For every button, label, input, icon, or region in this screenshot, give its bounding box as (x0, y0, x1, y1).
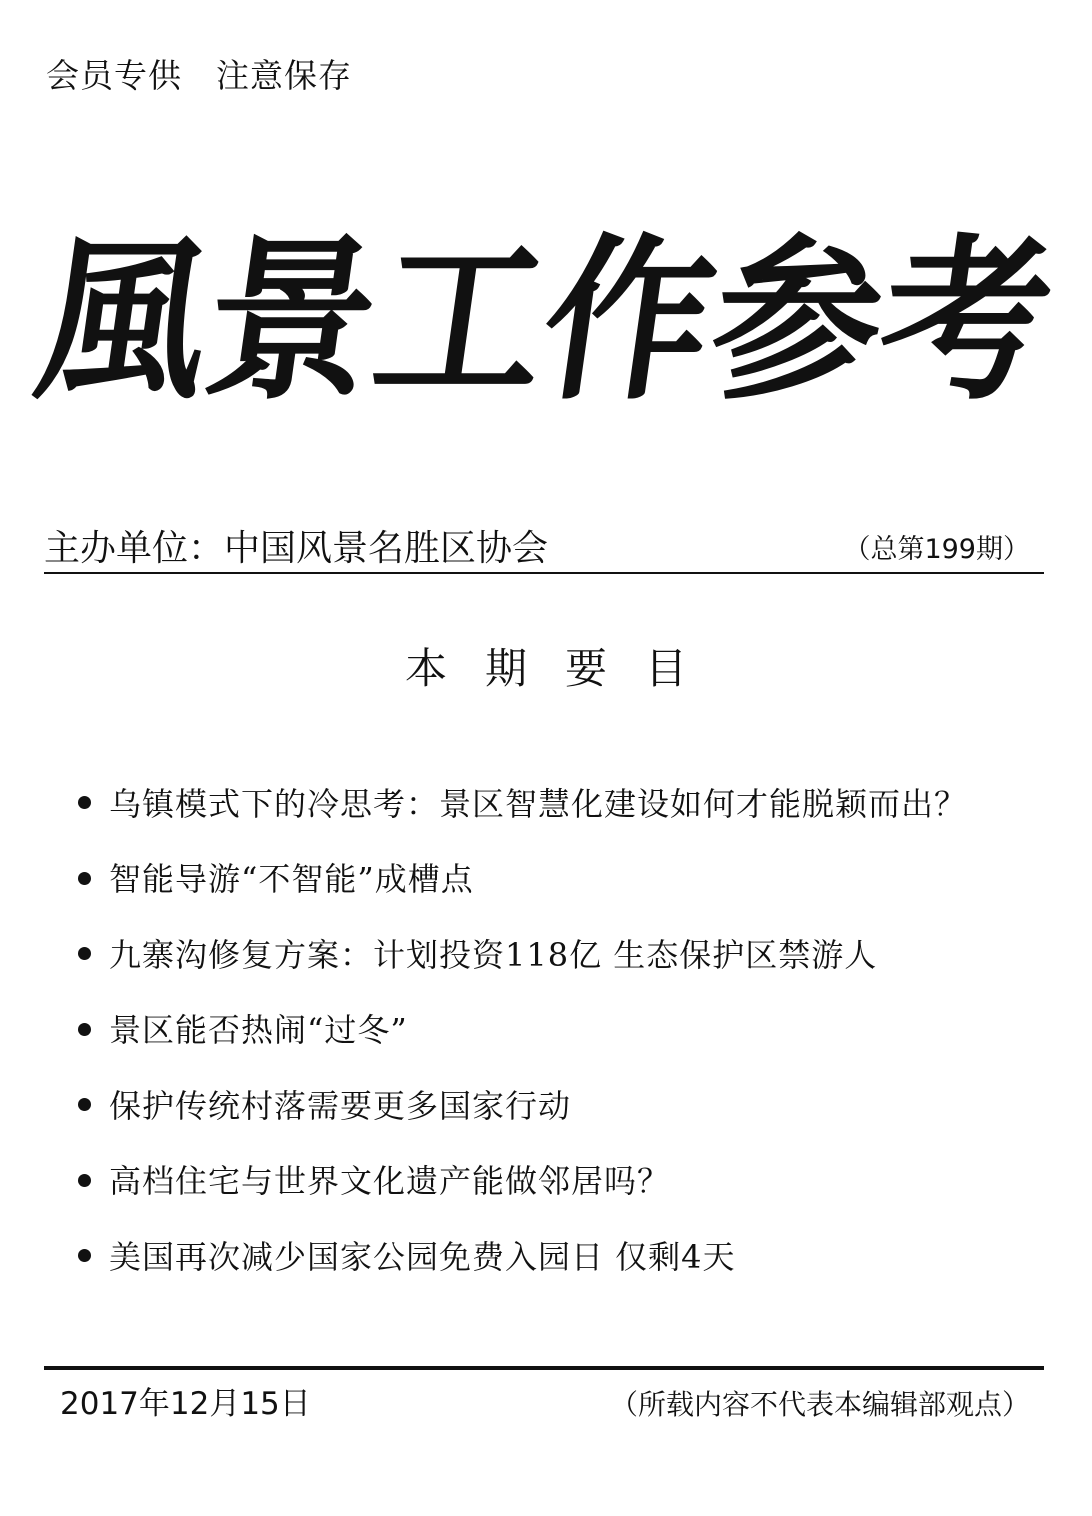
bullet-icon (78, 1249, 91, 1262)
disclaimer-text: （所载内容不代表本编辑部观点） (609, 1388, 1030, 1421)
contents-item (78, 1066, 967, 1142)
bullet-icon (78, 947, 91, 960)
contents-item-title: 保护传统村落需要更多国家行动 (109, 1086, 572, 1125)
bullet-icon (78, 1174, 91, 1187)
contents-item (78, 840, 967, 916)
bullet-icon (78, 1023, 91, 1036)
footer-divider (44, 1366, 1044, 1370)
contents-item-title: 高档住宅与世界文化遗产能做邻居吗？ (109, 1162, 671, 1201)
bullet-icon (78, 1098, 91, 1111)
masthead-char: 工 (362, 216, 560, 424)
contents-list (78, 764, 967, 1293)
contents-item (78, 1142, 967, 1218)
contents-item (78, 1217, 967, 1293)
contents-item (78, 764, 967, 840)
sponsor-text: 主办单位：中国风景名胜区协会 (44, 528, 549, 569)
masthead-char: 作 (530, 216, 728, 424)
masthead-char: 考 (867, 216, 1065, 424)
publication-info (44, 526, 1044, 572)
bullet-icon (78, 796, 91, 809)
bullet-icon (78, 872, 91, 885)
contents-heading: 本期要目 (404, 644, 725, 693)
contents-item-title: 乌镇模式下的冷思考：景区智慧化建设如何才能脱颖而出？ (109, 784, 968, 823)
publication-date: 2017年12月15日 (60, 1386, 311, 1422)
issue-number: （总第199期） (843, 534, 1030, 565)
masthead-char: 参 (698, 216, 897, 424)
contents-item-title: 美国再次减少国家公园免费入园日 仅剩4天 (109, 1237, 736, 1276)
contents-item (78, 915, 967, 991)
masthead-char: 風 (25, 216, 223, 424)
masthead-char: 景 (193, 216, 391, 424)
member-notice: 会员专供 注意保存 (46, 56, 352, 95)
header-divider (44, 572, 1044, 574)
contents-item (78, 991, 967, 1067)
contents-item-title: 九寨沟修复方案：计划投资118亿 生态保护区禁游人 (109, 935, 878, 974)
masthead-title (25, 205, 1065, 435)
contents-item-title: 景区能否热闹“过冬” (109, 1011, 408, 1050)
contents-item-title: 智能导游“不智能”成槽点 (109, 860, 474, 899)
